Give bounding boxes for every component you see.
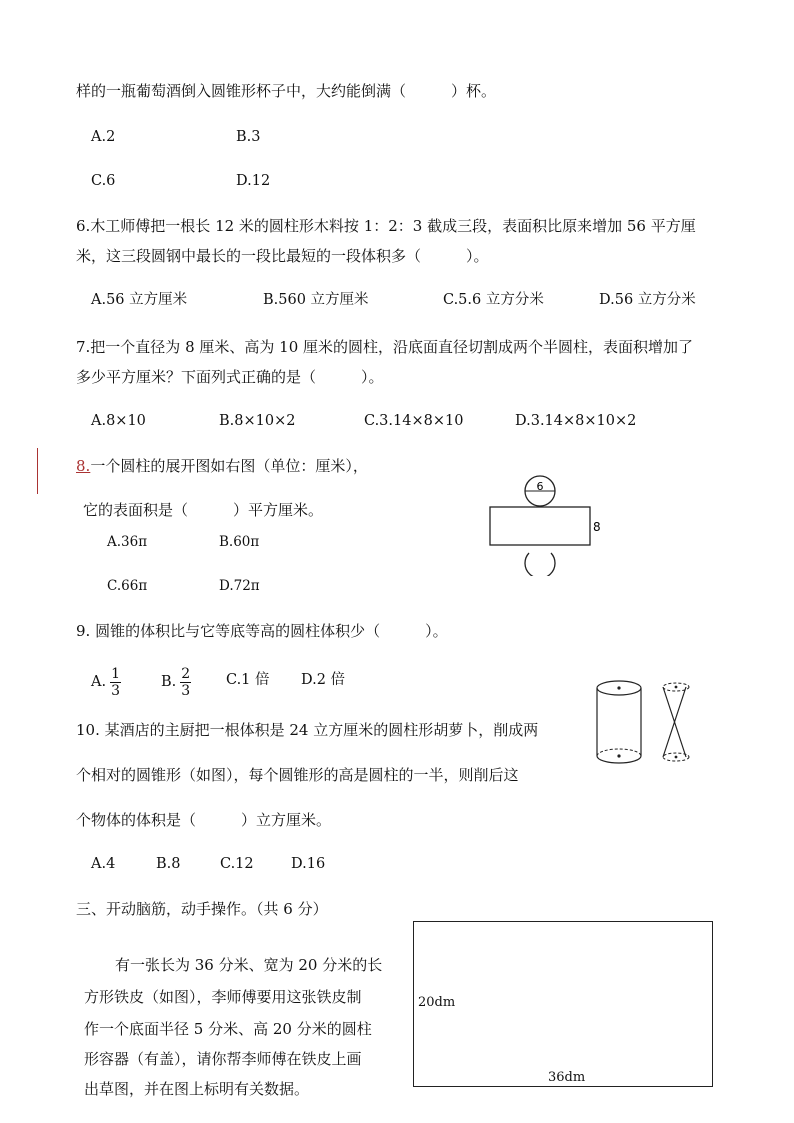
q8-stem-line-1 bbox=[76, 456, 368, 476]
q8-stem-line-2: 它的表面积是（ ）平方厘米。 bbox=[83, 501, 324, 519]
q5-stem-line: 样的一瓶葡萄酒倒入圆锥形杯子中，大约能倒满（ ）杯。 bbox=[76, 82, 497, 100]
q7-option-c: C.3.14×8×10 bbox=[364, 413, 464, 429]
q9-option-a-prefix: A. bbox=[91, 674, 107, 690]
q8-option-a: A.36π bbox=[107, 534, 148, 550]
iron-sheet-height-label: 20dm bbox=[418, 995, 456, 1010]
q5-option-d: D.12 bbox=[236, 173, 271, 189]
q6-option-c: C.5.6 立方分米 bbox=[443, 292, 544, 308]
q10-option-d: D.16 bbox=[291, 856, 326, 872]
q7-stem-line-2: 多少平方厘米？下面列式正确的是（ ）。 bbox=[76, 368, 384, 386]
q10-option-c: C.12 bbox=[220, 856, 254, 872]
double-cone-bottom-center bbox=[675, 756, 678, 759]
section-3-text-line-2: 方形铁皮（如图），李师傅要用这张铁皮制 bbox=[84, 988, 362, 1006]
q10-stem-line-1: 10. 某酒店的主厨把一根体积是 24 立方厘米的圆柱形胡萝卜，削成两 bbox=[76, 721, 539, 739]
q9-option-d: D.2 倍 bbox=[301, 672, 346, 688]
q6-stem-line-1: 6.木工师傅把一根长 12 米的圆柱形木料按 1：2：3 截成三段，表面积比原来增加 56 平方厘 bbox=[76, 217, 696, 235]
net-bottom-circle bbox=[525, 553, 555, 576]
iron-sheet-rectangle bbox=[413, 921, 713, 1087]
section-3-text-line-4: 形容器（有盖），请你帮李师傅在铁皮上画 bbox=[84, 1050, 362, 1068]
q6-option-d: D.56 立方分米 bbox=[599, 292, 696, 308]
q8-stem-text: 一个圆柱的展开图如右图（单位：厘米）， bbox=[90, 457, 368, 475]
cylinder-top-center bbox=[617, 686, 620, 689]
section-3-text-line-5: 出草图，并在图上标明有关数据。 bbox=[84, 1080, 310, 1098]
q9-option-b-fraction bbox=[180, 666, 191, 699]
net-side-rectangle bbox=[490, 507, 590, 545]
q10-option-a: A.4 bbox=[91, 856, 116, 872]
section-3-heading: 三、开动脑筋，动手操作。（共 6 分） bbox=[76, 900, 328, 918]
q6-option-b: B.560 立方厘米 bbox=[263, 292, 369, 308]
q5-option-b: B.3 bbox=[236, 129, 261, 145]
q8-option-b: B.60π bbox=[219, 534, 260, 550]
q8-number: 8. bbox=[76, 457, 91, 475]
q7-option-d: D.3.14×8×10×2 bbox=[515, 413, 637, 429]
cylinder-bottom-center bbox=[617, 754, 620, 757]
section-3-text-line-3: 作一个底面半径 5 分米、高 20 分米的圆柱 bbox=[84, 1020, 372, 1038]
q7-stem-line-1: 7.把一个直径为 8 厘米、高为 10 厘米的圆柱，沿底面直径切割成两个半圆柱，表面积增加了 bbox=[76, 338, 694, 356]
q9-option-a-fraction bbox=[110, 666, 121, 699]
carrot-cylinder-figure bbox=[590, 676, 694, 772]
q6-option-a: A.56 立方厘米 bbox=[91, 292, 188, 308]
fraction-numerator: 1 bbox=[111, 665, 121, 682]
q9-stem-line: 9. 圆锥的体积比与它等底等高的圆柱体积少（ ）。 bbox=[76, 622, 448, 640]
double-cone-top-center bbox=[675, 686, 678, 689]
fraction-denominator: 3 bbox=[111, 682, 121, 699]
q7-option-b: B.8×10×2 bbox=[219, 413, 296, 429]
q9-option-c: C.1 倍 bbox=[226, 672, 270, 688]
fraction-numerator: 2 bbox=[181, 665, 191, 682]
q7-option-a: A.8×10 bbox=[91, 413, 146, 429]
cylinder-net-figure bbox=[480, 474, 610, 576]
section-3-text-line-1: 有一张长为 36 分米、宽为 20 分米的长 bbox=[115, 956, 383, 974]
q5-option-a: A.2 bbox=[91, 129, 116, 145]
fraction-denominator: 3 bbox=[181, 682, 191, 699]
net-diameter-label: 6 bbox=[536, 480, 544, 493]
q9-option-a bbox=[91, 662, 121, 702]
q9-option-b-prefix: B. bbox=[161, 674, 177, 690]
q10-option-b: B.8 bbox=[156, 856, 181, 872]
net-height-label: 8 bbox=[593, 520, 601, 534]
q9-option-b bbox=[161, 662, 191, 702]
q5-option-c: C.6 bbox=[91, 173, 116, 189]
q8-option-d: D.72π bbox=[219, 578, 260, 594]
margin-revision-mark bbox=[37, 448, 38, 494]
iron-sheet-width-label: 36dm bbox=[548, 1070, 586, 1085]
q10-stem-line-3: 个物体的体积是（ ）立方厘米。 bbox=[76, 811, 332, 829]
q6-stem-line-2: 米，这三段圆钢中最长的一段比最短的一段体积多（ ）。 bbox=[76, 247, 489, 265]
q10-stem-line-2: 个相对的圆锥形（如图），每个圆锥形的高是圆柱的一半，则削后这 bbox=[76, 766, 519, 784]
q8-option-c: C.66π bbox=[107, 578, 148, 594]
